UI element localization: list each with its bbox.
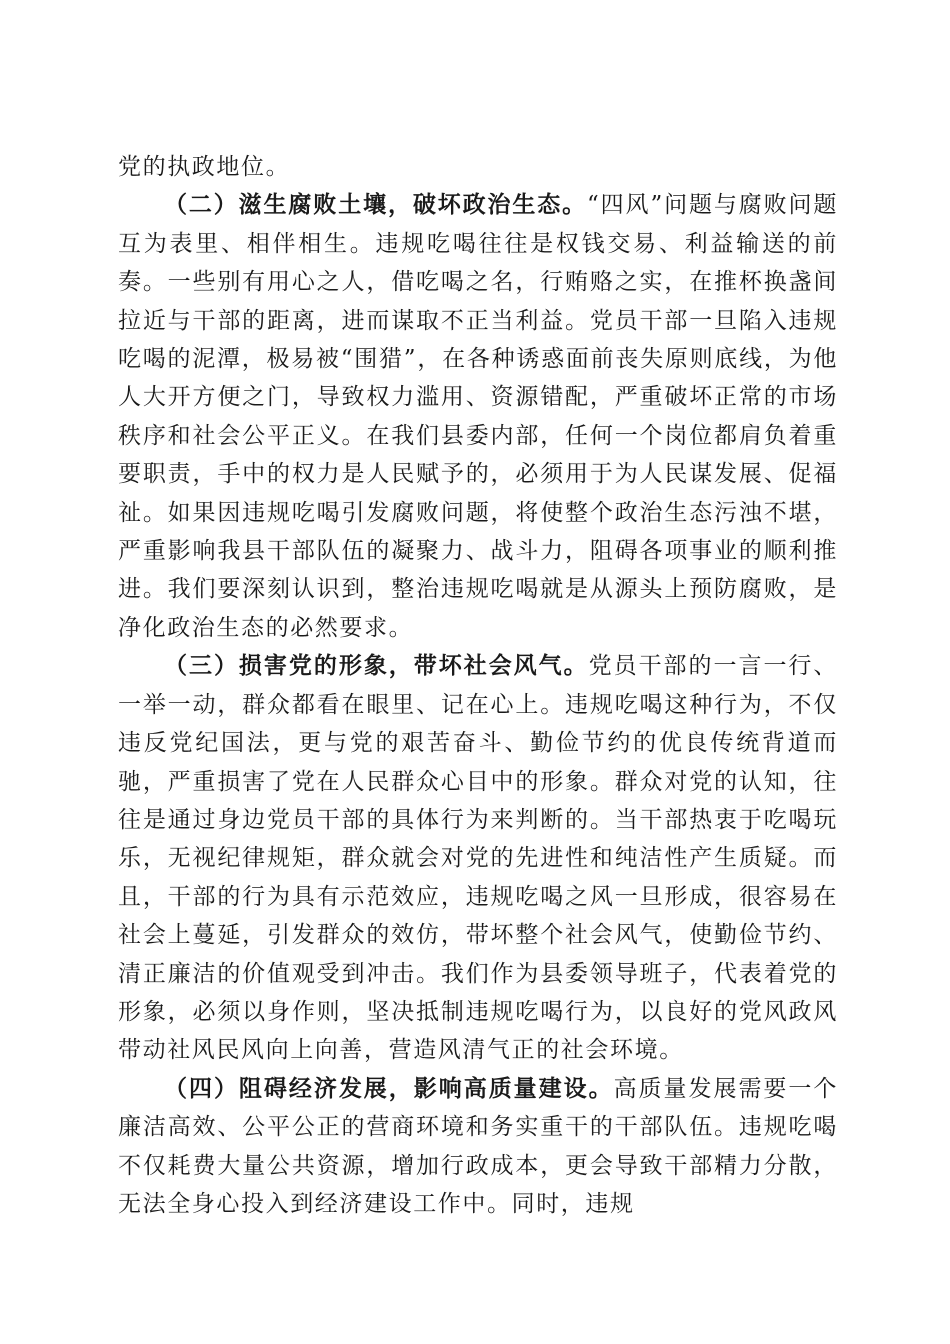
document-body — [118, 148, 838, 1223]
paragraph-continuation — [118, 148, 838, 186]
paragraph-text: 党的执政地位。 — [118, 154, 291, 180]
paragraph-text: “四风”问题与腐败问题互为表里、相伴相生。违规吃喝往往是权钱交易、利益输送的前奏。一些别有用心之人，借吃喝之名，行贿赂之实，在推杯换盏间拉近与干部的距离，进而谋取不正当利益。党员干部一旦陷入违规吃喝的泥潭，极易被“围猎”，在各种诱惑面前丧失原则底线，为他人大开方便之门，导致权力滥用、资源错配，严重破坏正常的市场秩序和社会公平正义。在我们县委内部，任何一个岗位都肩负着重要职责，手中的权力是人民赋予的，必须用于为人民谋发展、促福祉。如果因违规吃喝引发腐败问题，将使整个政治生态污浊不堪，严重影响我县干部队伍的凝聚力、战斗力，阻碍各项事业的顺利推进。我们要深刻认识到，整治违规吃喝就是从源头上预防腐败，是净化政治生态的必然要求。 — [118, 192, 838, 641]
paragraph-text: 党员干部的一言一行、一举一动，群众都看在眼里、记在心上。违规吃喝这种行为，不仅违反党纪国法，更与党的艰苦奋斗、勤俭节约的优良传统背道而驰，严重损害了党在人民群众心目中的形象。群众对党的认知，往往是通过身边党员干部的具体行为来判断的。当干部热衷于吃喝玩乐，无视纪律规矩，群众就会对党的先进性和纯洁性产生质疑。而且，干部的行为具有示范效应，违规吃喝之风一旦形成，很容易在社会上蔓延，引发群众的效仿，带坏整个社会风气，使勤俭节约、清正廉洁的价值观受到冲击。我们作为县委领导班子，代表着党的形象，必须以身作则，坚决抵制违规吃喝行为，以良好的党风政风带动社风民风向上向善，营造风清气正的社会环境。 — [118, 653, 839, 1064]
paragraph-section-2 — [118, 186, 838, 647]
section-heading: （四）阻碍经济发展，影响高质量建设。 — [164, 1074, 614, 1102]
paragraph-text: 高质量发展需要一个廉洁高效、公平公正的营商环境和务实重干的干部队伍。违规吃喝不仅耗费大量公共资源，增加行政成本，更会导致干部精力分散，无法全身心投入到经济建设工作中。同时，违规 — [118, 1075, 838, 1217]
section-heading: （二）滋生腐败土壤，破坏政治生态。 — [164, 191, 588, 219]
section-heading: （三）损害党的形象，带坏社会风气。 — [164, 652, 589, 680]
paragraph-section-3 — [118, 647, 838, 1069]
paragraph-section-4 — [118, 1070, 838, 1224]
